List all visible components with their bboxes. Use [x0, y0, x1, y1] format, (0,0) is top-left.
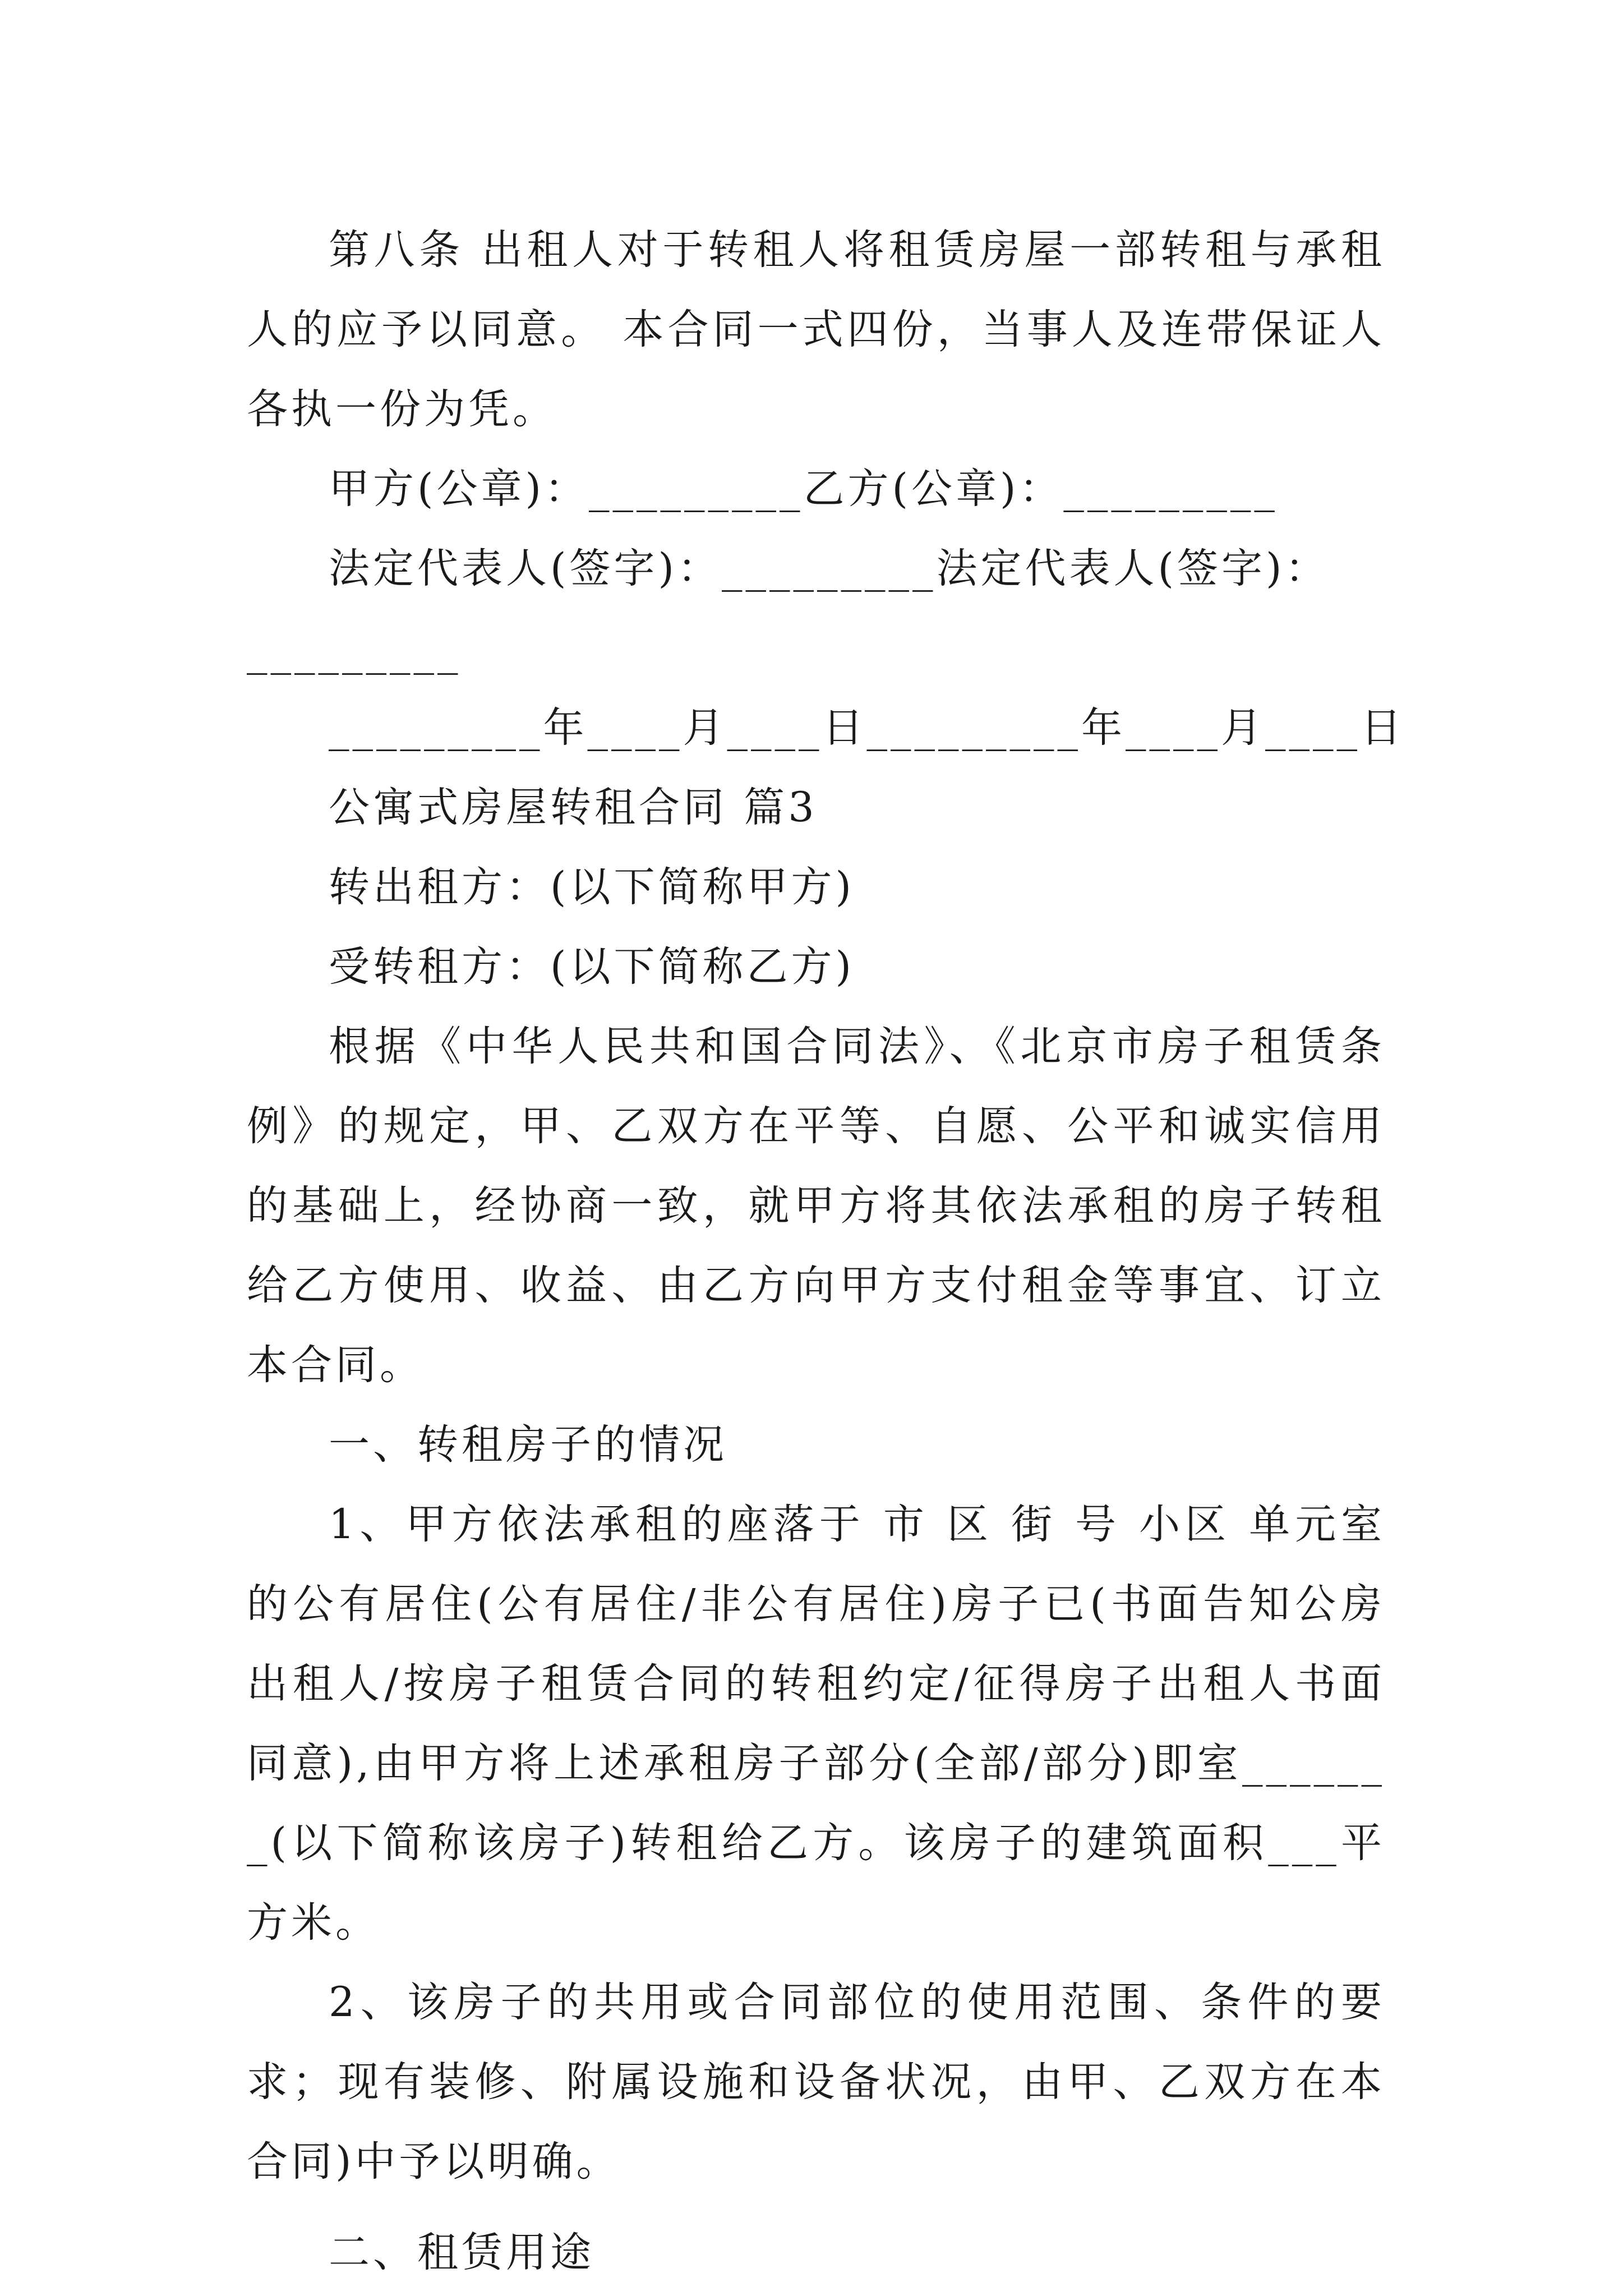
spacer	[247, 2202, 1385, 2213]
document-body	[247, 210, 1405, 2293]
date-line: _________年____月____日_________年____月____日	[329, 704, 1405, 752]
heading-sublease-property: 一、转租房子的情况	[329, 1421, 727, 1469]
intro-paragraph: 根据《中华人民共和国合同法》、《北京市房子租赁条例》的规定，甲、乙双方在平等、自愿、公平和诚实信用的基础上，经协商一致，就甲方将其依法承租的房子转租给乙方使用、收益、由乙方向甲方支付租金等事宜、订立本合同。	[247, 1023, 1385, 1389]
legal-representative-blank-line	[247, 609, 1385, 688]
party-out-line: 转出租方：(以下简称甲方)	[329, 863, 855, 911]
section-title: 公寓式房屋转租合同 篇3	[329, 784, 818, 831]
article-8-paragraph: 第八条 出租人对于转租人将租赁房屋一部转租与承租人的应予以同意。 本合同一式四份，当事人及连带保证人各执一份为凭。	[247, 226, 1385, 433]
legal-representative-line: 法定代表人(签字)：_________法定代表人(签字)：	[329, 545, 1330, 592]
clause-2-paragraph: 2、该房子的共用或合同部位的使用范围、条件的要求；现有装修、附属设施和设备状况，由甲、乙双方在本合同)中予以明确。	[247, 1978, 1385, 2185]
signature-blank: _________	[247, 628, 462, 675]
heading-lease-purpose: 二、租赁用途	[329, 2229, 594, 2276]
party-seal-line: 甲方(公章)：_________乙方(公章)：_________	[329, 465, 1278, 513]
clause-1-paragraph: 1、甲方依法承租的座落于 市 区 街 号 小区 单元室的公有居住(公有居住/非公有居住)房子已(书面告知公房出租人/按房子租赁合同的转租约定/征得房子出租人书面同意),由甲方将上述承租房子部分(全部/部分)即室_______(以下简称该房子)转租给乙方。该房子的建筑面积___平方米。	[247, 1501, 1385, 1947]
party-in-line: 受转租方：(以下简称乙方)	[329, 943, 855, 991]
